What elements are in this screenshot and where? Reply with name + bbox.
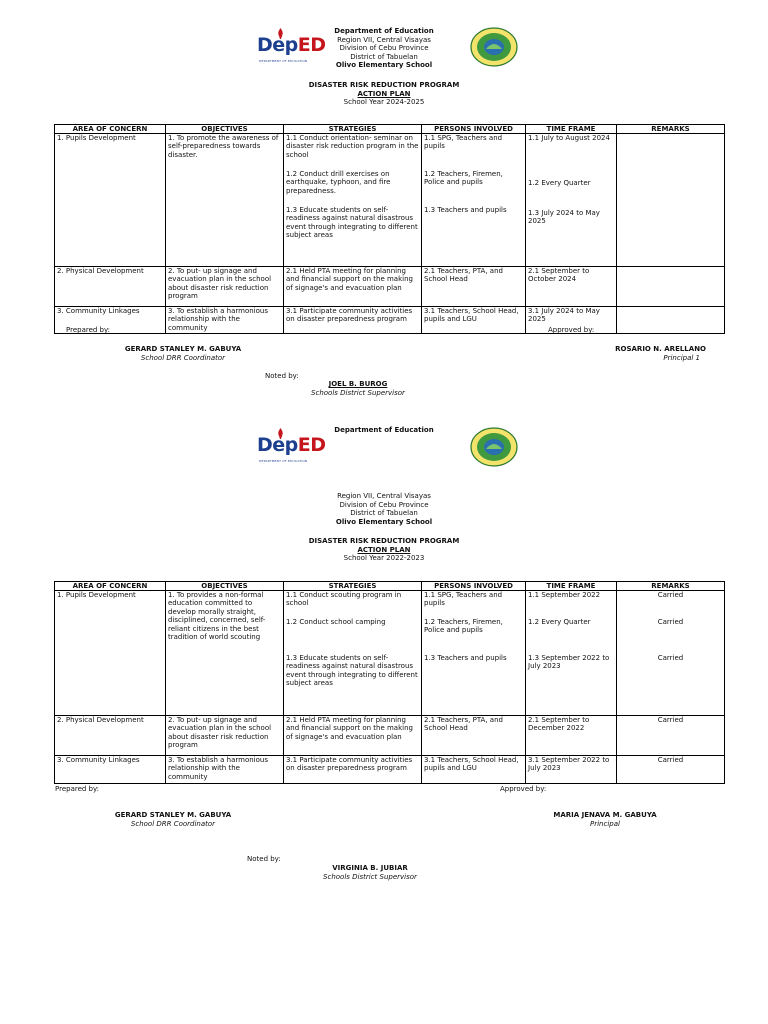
deped-wordmark: DepED	[257, 434, 326, 456]
timeframe-item: 1.2 Every Quarter	[528, 179, 591, 187]
preparer-signature	[93, 345, 273, 362]
table-row	[55, 716, 725, 756]
strategies-cell: 3.1 Participate community activities on disaster preparedness program	[284, 756, 422, 784]
column-header: PERSONS INVOLVED	[422, 125, 526, 134]
table-row	[55, 756, 725, 784]
timeframe-item: 1.3 September 2022 to July 2023	[528, 654, 610, 671]
column-header: OBJECTIVES	[166, 582, 284, 591]
remarks-cell	[617, 134, 725, 267]
table-header-row	[55, 125, 725, 134]
remarks-item: Carried	[657, 591, 684, 599]
division-line: Division of Cebu Province	[339, 44, 429, 53]
strategies-cell	[284, 591, 422, 716]
school-year: School Year 2024-2025	[343, 98, 425, 107]
persons-item: 1.1 SPG, Teachers and pupils	[424, 591, 503, 608]
persons-item: 1.2 Teachers, Firemen, Police and pupils	[424, 170, 503, 187]
noter-name: VIRGINIA B. JUBIAR	[332, 864, 408, 872]
persons-cell: 3.1 Teachers, School Head, pupils and LGU	[422, 756, 526, 784]
strategy-item: 1.2 Conduct drill exercises on earthquake, typhoon, and fire preparedness.	[286, 170, 391, 195]
school-name: Olivo Elementary School	[335, 61, 433, 70]
remarks-cell: Carried	[617, 756, 725, 784]
timeframe-cell: 3.1 September 2022 to July 2023	[526, 756, 617, 784]
table-header-row	[55, 582, 725, 591]
column-header: AREA OF CONCERN	[55, 125, 166, 134]
approver-signature	[530, 811, 680, 828]
table-row	[55, 134, 725, 267]
remarks-item: Carried	[657, 618, 684, 626]
letterhead	[234, 27, 534, 70]
objectives-cell: 2. To put- up signage and evacuation plan in the school about disaster risk reduction program	[166, 267, 284, 307]
school-name: Olivo Elementary School	[335, 517, 433, 526]
strategies-cell: 3.1 Participate community activities on disaster preparedness program	[284, 307, 422, 334]
table-row	[55, 591, 725, 716]
timeframe-cell	[526, 134, 617, 267]
persons-cell	[422, 591, 526, 716]
preparer-name: GERARD STANLEY M. GABUYA	[124, 345, 242, 353]
program-title: DISASTER RISK REDUCTION PROGRAM	[308, 81, 460, 89]
persons-cell	[422, 134, 526, 267]
column-header: REMARKS	[617, 125, 725, 134]
timeframe-cell: 3.1 July 2024 to May 2025	[526, 307, 617, 334]
column-header: REMARKS	[617, 582, 725, 591]
noter-title: Schools District Supervisor	[323, 872, 417, 881]
objectives-cell: 1. To provides a non-formal education committed to develop morally straight, disciplined, concerned, self-reliant citizens in the best tradition of world scouting	[166, 591, 284, 716]
division-line: Division of Cebu Province	[339, 500, 429, 509]
persons-cell: 2.1 Teachers, PTA, and School Head	[422, 267, 526, 307]
timeframe-cell: 2.1 September to December 2022	[526, 716, 617, 756]
preparer-title: School DRR Coordinator	[140, 353, 226, 362]
remarks-cell: Carried	[617, 716, 725, 756]
preparer-name: GERARD STANLEY M. GABUYA	[114, 811, 232, 819]
noted-by-label: Noted by:	[247, 855, 281, 863]
approver-name: ROSARIO N. ARELLANO	[615, 345, 706, 353]
area-cell: 1. Pupils Development	[55, 134, 166, 267]
timeframe-item: 1.1 September 2022	[528, 591, 601, 599]
strategies-cell: 2.1 Held PTA meeting for planning and financial support on the making of signage's and evacuation plan	[284, 716, 422, 756]
objectives-cell: 3. To establish a harmonious relationship with the community	[166, 756, 284, 784]
prepared-by-label: Prepared by:	[55, 785, 99, 793]
noter-name: JOEL B. BUROG	[328, 380, 388, 388]
approver-title: Principal	[590, 819, 620, 828]
timeframe-item: 1.1 July to August 2024	[528, 134, 610, 142]
remarks-item: Carried	[657, 654, 684, 662]
action-plan-table	[54, 124, 725, 334]
persons-item: 1.3 Teachers and pupils	[424, 654, 507, 662]
objectives-cell: 2. To put- up signage and evacuation plan in the school about disaster risk reduction program	[166, 716, 284, 756]
program-title: DISASTER RISK REDUCTION PROGRAM	[308, 537, 460, 545]
table-row	[55, 267, 725, 307]
noted-by-label: Noted by:	[265, 372, 299, 380]
column-header: PERSONS INVOLVED	[422, 582, 526, 591]
department-name: Department of Education	[334, 426, 434, 434]
prepared-by-label: Prepared by:	[66, 326, 110, 334]
action-plan-title: ACTION PLAN	[357, 89, 411, 98]
deped-tagline: DEPARTMENT OF EDUCATION	[259, 459, 308, 463]
timeframe-cell: 2.1 September to October 2024	[526, 267, 617, 307]
strategies-cell: 2.1 Held PTA meeting for planning and financial support on the making of signage's and evacuation plan	[284, 267, 422, 307]
persons-item: 1.3 Teachers and pupils	[424, 206, 507, 214]
strategy-item: 1.2 Conduct school camping	[286, 618, 386, 626]
letterhead	[234, 492, 534, 526]
objectives-cell: 3. To establish a harmonious relationship with the community	[166, 307, 284, 334]
strategy-item: 1.1 Conduct scouting program in school	[286, 591, 402, 608]
area-cell: 2. Physical Development	[55, 716, 166, 756]
approved-by-label: Approved by:	[548, 326, 595, 334]
strategies-cell	[284, 134, 422, 267]
plan-heading	[234, 537, 534, 563]
region-line: Region VII, Central Visayas	[337, 35, 431, 44]
noter-signature	[283, 380, 433, 397]
column-header: AREA OF CONCERN	[55, 582, 166, 591]
column-header: TIME FRAME	[526, 582, 617, 591]
preparer-signature	[83, 811, 263, 828]
noter-title: Schools District Supervisor	[311, 388, 405, 397]
noter-signature	[295, 864, 445, 881]
district-line: District of Tabuelan	[350, 509, 418, 518]
persons-cell: 2.1 Teachers, PTA, and School Head	[422, 716, 526, 756]
column-header: OBJECTIVES	[166, 125, 284, 134]
area-cell: 1. Pupils Development	[55, 591, 166, 716]
region-line: Region VII, Central Visayas	[337, 492, 431, 500]
plan-heading	[234, 81, 534, 107]
persons-item: 1.1 SPG, Teachers and pupils	[424, 134, 503, 151]
approver-name: MARIA JENAVA M. GABUYA	[553, 811, 657, 819]
strategy-item: 1.3 Educate students on self-readiness against natural disastrous event through integrating to different subject areas	[286, 206, 418, 240]
persons-cell: 3.1 Teachers, School Head, pupils and LGU	[422, 307, 526, 334]
column-header: STRATEGIES	[284, 125, 422, 134]
approved-by-label: Approved by:	[500, 785, 547, 793]
persons-item: 1.2 Teachers, Firemen, Police and pupils	[424, 618, 503, 635]
remarks-cell	[617, 307, 725, 334]
column-header: STRATEGIES	[284, 582, 422, 591]
strategy-item: 1.3 Educate students on self-readiness against natural disastrous event through integrating to different subject areas	[286, 654, 418, 688]
remarks-cell	[617, 591, 725, 716]
action-plan-table	[54, 581, 725, 784]
area-cell: 2. Physical Development	[55, 267, 166, 307]
table-row	[55, 307, 725, 334]
strategy-item: 1.1 Conduct orientation- seminar on disaster risk reduction program in the school	[286, 134, 419, 159]
column-header: TIME FRAME	[526, 125, 617, 134]
approver-title: Principal 1	[663, 353, 700, 362]
action-plan-title: ACTION PLAN	[357, 545, 411, 554]
timeframe-item: 1.2 Every Quarter	[528, 618, 591, 626]
approver-signature	[560, 345, 706, 362]
department-name: Department of Education	[334, 27, 434, 35]
timeframe-cell	[526, 591, 617, 716]
area-cell: 3. Community Linkages	[55, 307, 166, 334]
area-cell: 3. Community Linkages	[55, 756, 166, 784]
preparer-title: School DRR Coordinator	[130, 819, 216, 828]
timeframe-item: 1.3 July 2024 to May 2025	[528, 209, 600, 226]
district-line: District of Tabuelan	[350, 52, 418, 61]
deped-tagline: DEPARTMENT OF EDUCATION	[259, 59, 308, 63]
remarks-cell	[617, 267, 725, 307]
school-year: School Year 2022-2023	[343, 554, 425, 563]
objectives-cell: 1. To promote the awareness of self-preparedness towards disaster.	[166, 134, 284, 267]
deped-wordmark: DepED	[257, 34, 326, 56]
